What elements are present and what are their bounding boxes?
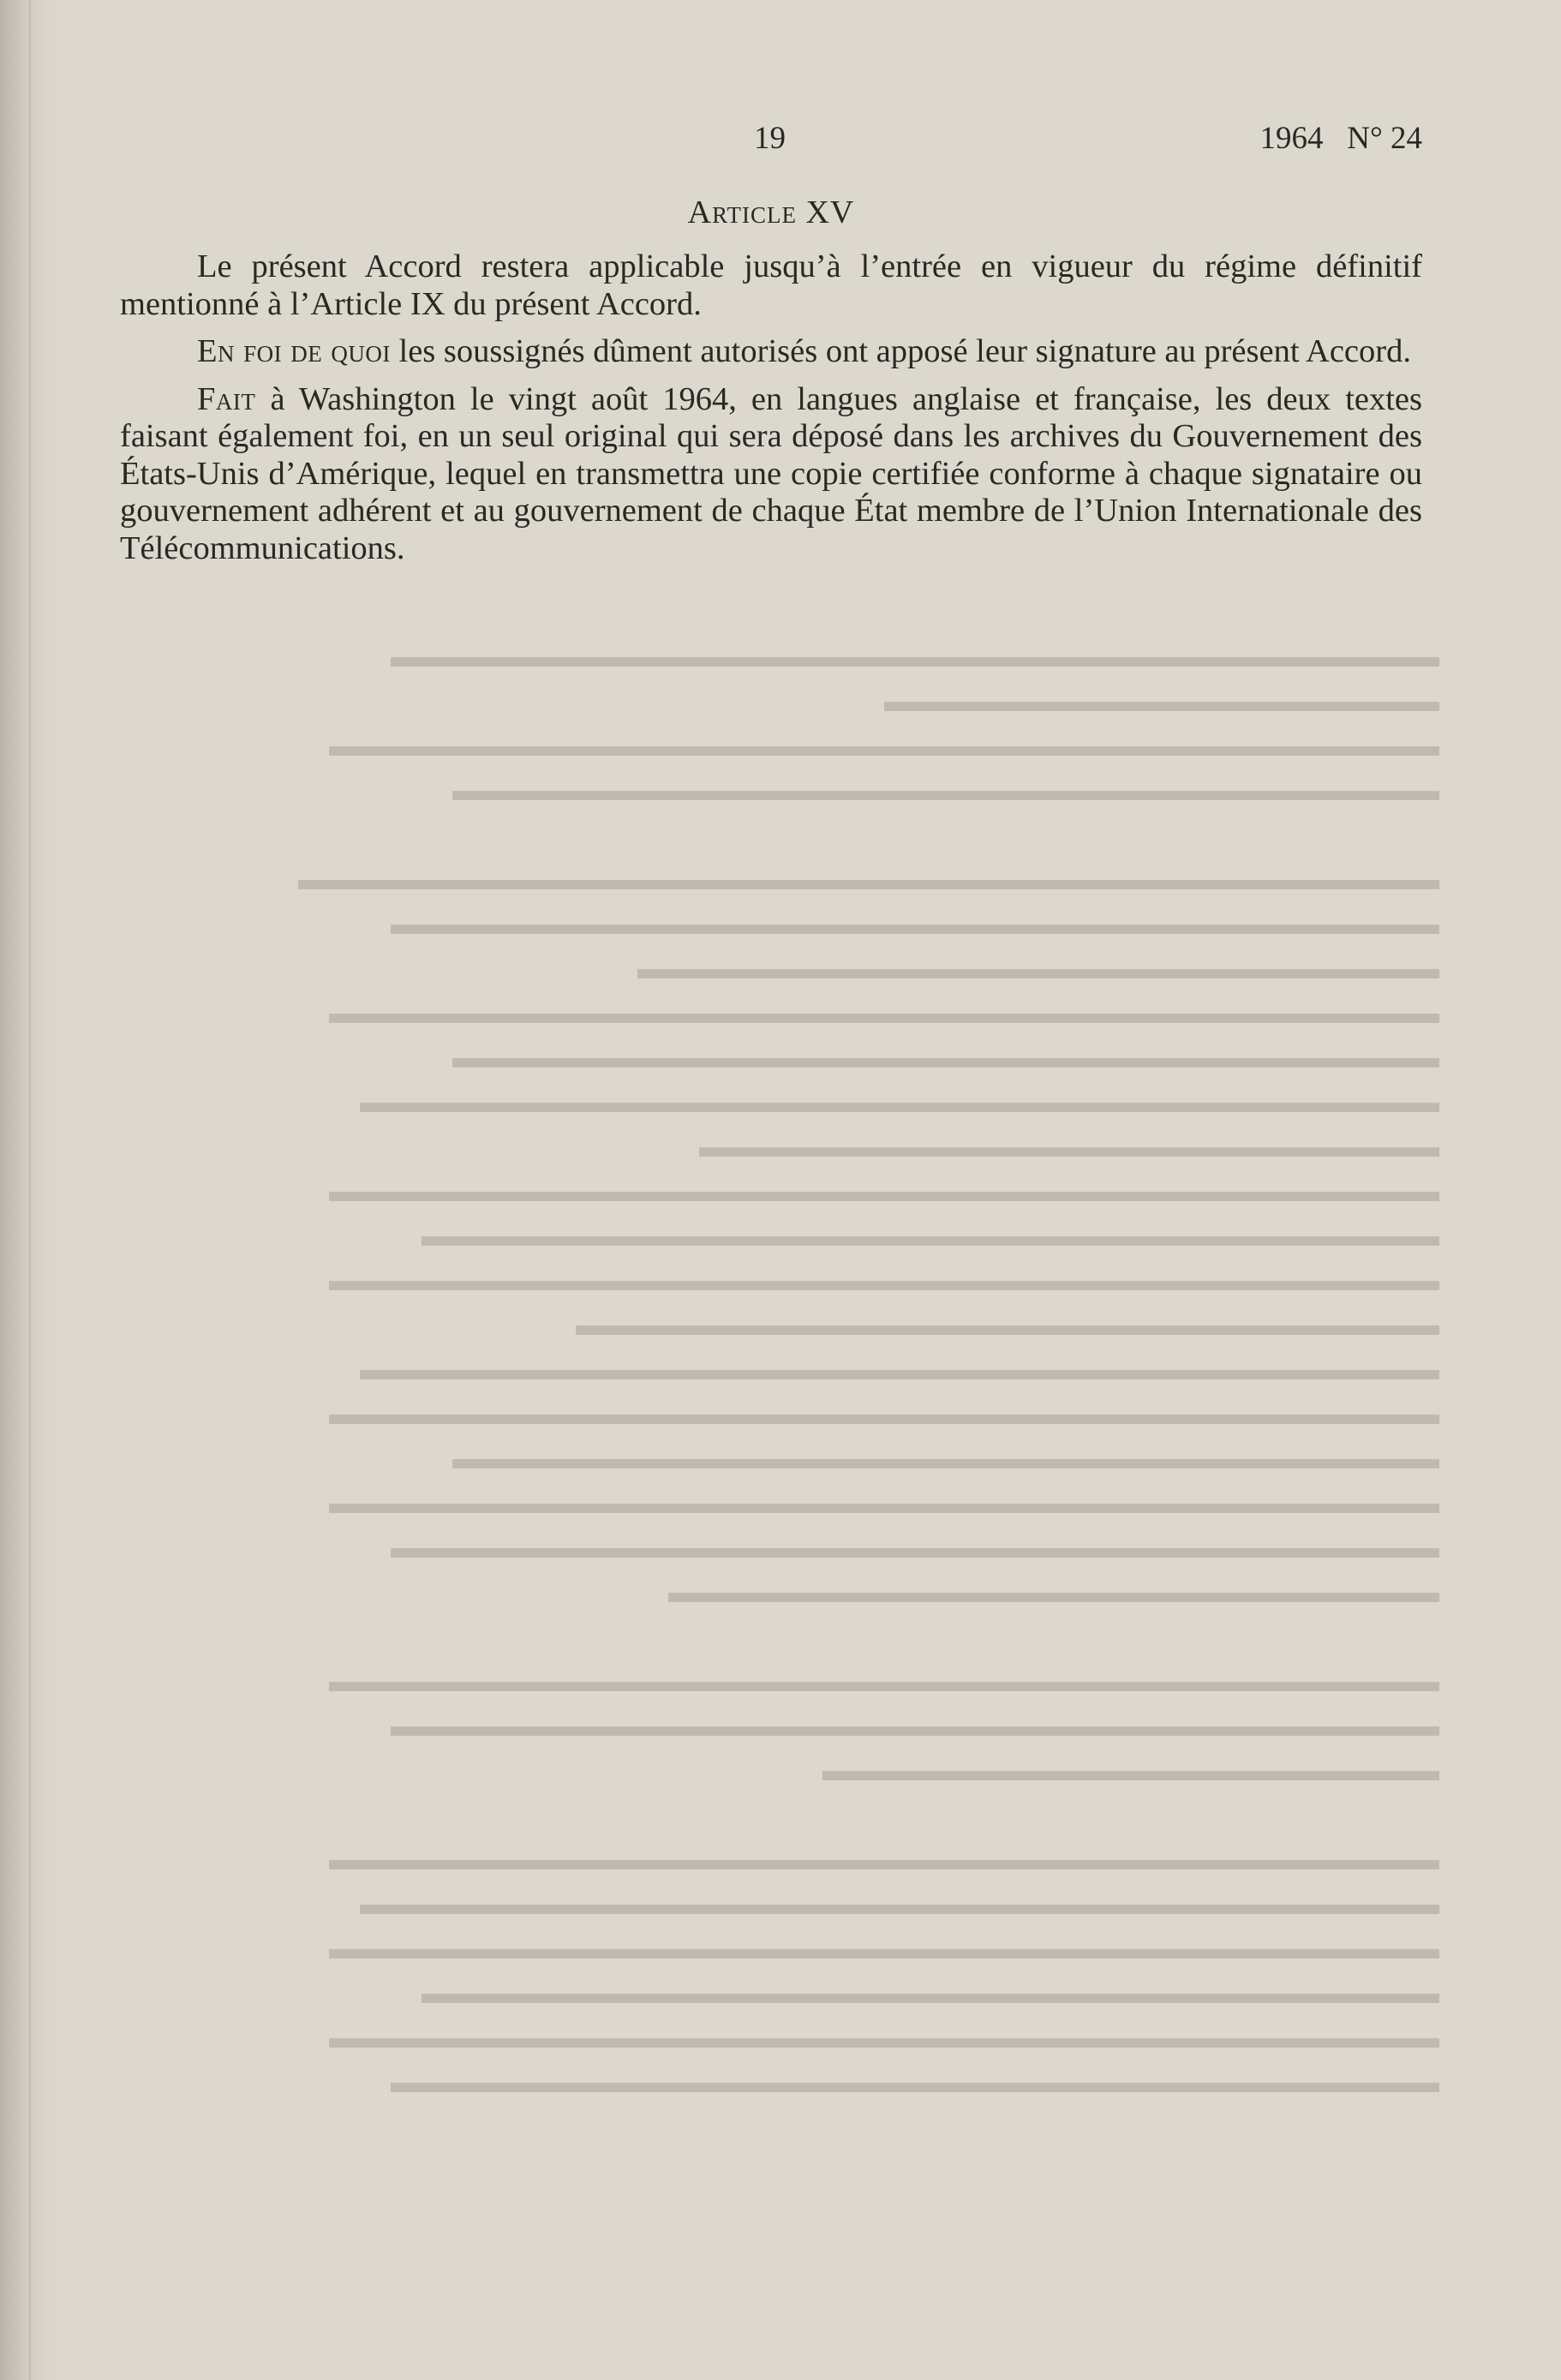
paragraph-applicability: Le présent Accord restera applicable jusqu’à l’entrée en vigueur du régime définitif mentionné à l’Article IX du présent Accord. — [120, 248, 1422, 322]
paragraph-witness-lead: En foi de quoi — [197, 333, 391, 369]
series-reference: 1964 N° 24 — [1259, 121, 1422, 156]
article-body — [120, 248, 1422, 577]
article-heading-text: Article XV — [687, 194, 855, 230]
paragraph-done-at — [120, 381, 1422, 568]
running-header — [120, 120, 1422, 163]
paragraph-witness — [120, 333, 1422, 371]
paragraph-done-at-lead: Fait — [197, 380, 256, 417]
article-heading — [120, 194, 1422, 231]
binding-crease — [29, 0, 31, 2380]
show-through-texture: ▬▬▬▬▬▬▬▬▬▬▬▬▬▬▬▬▬▬▬▬▬▬▬▬▬▬▬▬▬▬▬▬▬▬ ▬▬▬▬▬▬▬▬▬▬▬▬▬▬▬▬▬▬ ▬▬▬▬▬▬▬▬▬▬▬▬▬▬▬▬▬▬▬▬▬▬▬▬▬▬▬▬▬▬▬▬▬▬▬▬ ▬▬▬▬▬▬▬▬▬▬▬▬▬▬▬▬▬▬▬▬▬▬▬▬▬▬▬▬▬▬▬▬ ▬▬▬▬▬▬▬▬▬▬▬▬▬▬▬▬▬▬▬▬▬▬▬▬▬▬▬▬▬▬▬▬▬▬▬▬▬ ▬▬▬▬▬▬▬▬▬▬▬▬▬▬▬▬▬▬▬▬▬▬▬▬▬▬▬▬▬▬▬▬▬▬ ▬▬▬▬▬▬▬▬▬▬▬▬▬▬▬▬▬▬▬▬▬▬▬▬▬▬ ▬▬▬▬▬▬▬▬▬▬▬▬▬▬▬▬▬▬▬▬▬▬▬▬▬▬▬▬▬▬▬▬▬▬▬▬ ▬▬▬▬▬▬▬▬▬▬▬▬▬▬▬▬▬▬▬▬▬▬▬▬▬▬▬▬▬▬▬▬ ▬▬▬▬▬▬▬▬▬▬▬▬▬▬▬▬▬▬▬▬▬▬▬▬▬▬▬▬▬▬▬▬▬▬▬ ▬▬▬▬▬▬▬▬▬▬▬▬▬▬▬▬▬▬▬▬▬▬▬▬ ▬▬▬▬▬▬▬▬▬▬▬▬▬▬▬▬▬▬▬▬▬▬▬▬▬▬▬▬▬▬▬▬▬▬▬▬ ▬▬▬▬▬▬▬▬▬▬▬▬▬▬▬▬▬▬▬▬▬▬▬▬▬▬▬▬▬▬▬▬▬ ▬▬▬▬▬▬▬▬▬▬▬▬▬▬▬▬▬▬▬▬▬▬▬▬▬▬▬▬▬▬▬▬▬▬▬▬ ▬▬▬▬▬▬▬▬▬▬▬▬▬▬▬▬▬▬▬▬▬▬▬▬▬▬▬▬ ▬▬▬▬▬▬▬▬▬▬▬▬▬▬▬▬▬▬▬▬▬▬▬▬▬▬▬▬▬▬▬▬▬▬▬ ▬▬▬▬▬▬▬▬▬▬▬▬▬▬▬▬▬▬▬▬▬▬▬▬▬▬▬▬▬▬▬▬▬▬▬▬ ▬▬▬▬▬▬▬▬▬▬▬▬▬▬▬▬▬▬▬▬▬▬▬▬▬▬▬▬▬▬▬▬ ▬▬▬▬▬▬▬▬▬▬▬▬▬▬▬▬▬▬▬▬▬▬▬▬▬▬▬▬▬▬▬▬▬▬▬▬ ▬▬▬▬▬▬▬▬▬▬▬▬▬▬▬▬▬▬▬▬▬▬▬▬▬▬▬▬▬▬▬▬▬▬ ▬▬▬▬▬▬▬▬▬▬▬▬▬▬▬▬▬▬▬▬▬▬▬▬▬ ▬▬▬▬▬▬▬▬▬▬▬▬▬▬▬▬▬▬▬▬▬▬▬▬▬▬▬▬▬▬▬▬▬▬▬▬ ▬▬▬▬▬▬▬▬▬▬▬▬▬▬▬▬▬▬▬▬▬▬▬▬▬▬▬▬▬▬▬▬▬▬ ▬▬▬▬▬▬▬▬▬▬▬▬▬▬▬▬▬▬▬▬ ▬▬▬▬▬▬▬▬▬▬▬▬▬▬▬▬▬▬▬▬▬▬▬▬▬▬▬▬▬▬▬▬▬▬▬▬ ▬▬▬▬▬▬▬▬▬▬▬▬▬▬▬▬▬▬▬▬▬▬▬▬▬▬▬▬▬▬▬▬▬▬▬ ▬▬▬▬▬▬▬▬▬▬▬▬▬▬▬▬▬▬▬▬▬▬▬▬▬▬▬▬▬▬▬▬▬▬▬▬ ▬▬▬▬▬▬▬▬▬▬▬▬▬▬▬▬▬▬▬▬▬▬▬▬▬▬▬▬▬▬▬▬▬ ▬▬▬▬▬▬▬▬▬▬▬▬▬▬▬▬▬▬▬▬▬▬▬▬▬▬▬▬▬▬▬▬▬▬▬▬ ▬▬▬▬▬▬▬▬▬▬▬▬▬▬▬▬▬▬▬▬▬▬▬▬▬▬▬▬▬▬▬▬▬▬ — [298, 639, 1439, 2099]
page-number: 19 — [754, 121, 786, 156]
paragraph-done-at-text: à Washington le vingt août 1964, en langues anglaise et française, les deux textes faisant également foi, en un seul original qui sera déposé dans les archives du Gouvernement des États-Unis d’Amérique, lequel en transmettra une copie certifiée conforme à chaque signataire ou gouvernement adhérent et au gouvernement de chaque État membre de l’Union Internationale des Télécommunications. — [120, 380, 1422, 566]
document-page — [120, 0, 1439, 2380]
paragraph-witness-text: les soussignés dûment autorisés ont apposé leur signature au présent Accord. — [390, 333, 1411, 369]
